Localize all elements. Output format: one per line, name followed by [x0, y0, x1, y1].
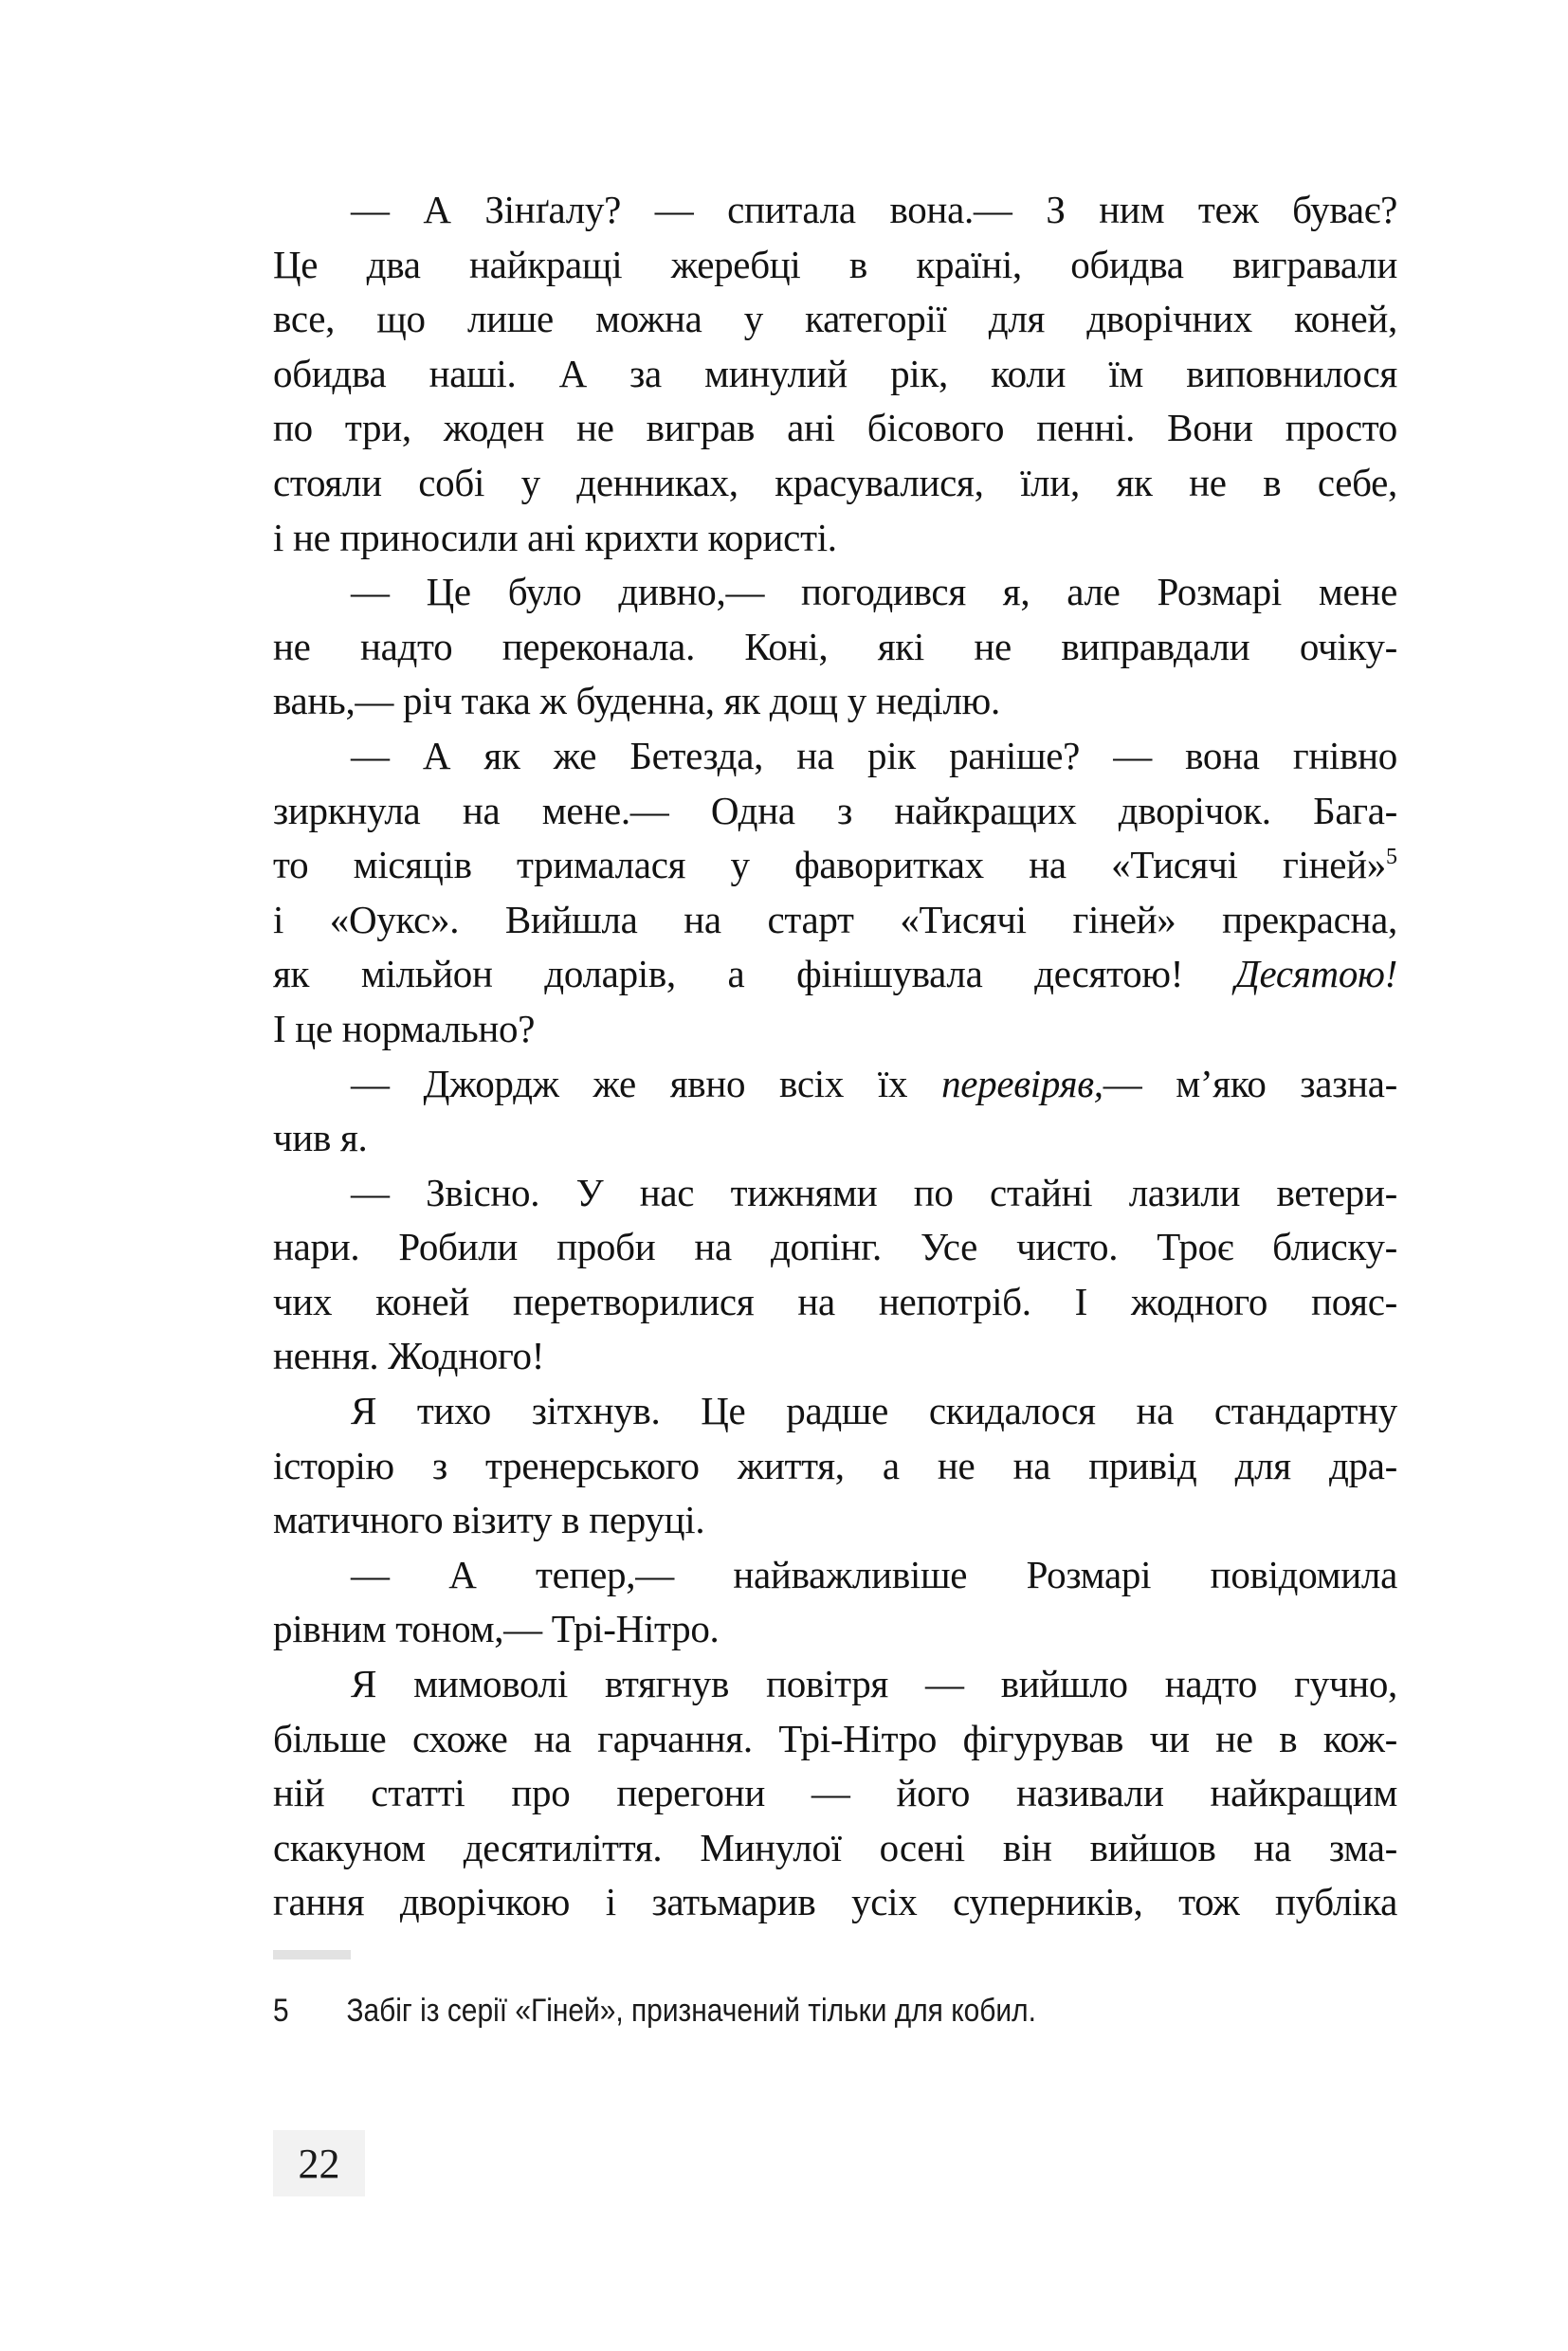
text-line: стояли собі у денниках, красувалися, їли, як не в себе,: [273, 460, 1397, 504]
text-line: Це два найкращі жеребці в країні, обидва вигравали: [273, 242, 1397, 286]
text-line: нари. Робили проби на допінг. Усе чисто. Троє блиску-: [273, 1225, 1397, 1269]
text-line: рівним тоном,— Трі-Нітро.: [273, 1607, 720, 1651]
text-line: чив я.: [273, 1116, 368, 1160]
footnote: [273, 1991, 1241, 2031]
text-line: — Звісно. У нас тижнями по стайні лазили ветери-: [351, 1170, 1397, 1214]
footnote-ref: 5: [1386, 845, 1397, 870]
page-number: 22: [298, 2140, 340, 2187]
text-line: матичного візиту в перуці.: [273, 1498, 705, 1542]
text-segment: — Джордж же явно всіх їх: [351, 1061, 942, 1105]
text-segment: — м’яко зазна-: [1103, 1061, 1397, 1105]
text-line: [273, 947, 1397, 1002]
text-line: — А Зінґалу? — спитала вона.— З ним теж буває?: [351, 188, 1397, 231]
footnote-marker: 5: [273, 1993, 289, 2029]
text-line: і не приносили ані крихти користі.: [273, 515, 837, 559]
page-text: [273, 183, 1397, 1930]
text-line: Я тихо зітхнув. Це радше скидалося на стандартну: [351, 1389, 1397, 1433]
text-line: вань,— річ така ж буденна, як дощ у неділю.: [273, 679, 1000, 723]
text-line: — А тепер,— найважливіше Розмарі повідомила: [351, 1552, 1397, 1596]
text-line: [273, 1057, 1397, 1112]
text-line: нення. Жодного!: [273, 1334, 545, 1378]
page-number-badge: [273, 2130, 365, 2196]
text-line: ній статті про перегони — його називали найкращим: [273, 1771, 1397, 1815]
text-line: І це нормально?: [273, 1006, 536, 1050]
text-line: чих коней перетворилися на непотріб. І жодного пояс-: [273, 1279, 1397, 1323]
text-line: Я мимоволі втягнув повітря — вийшло надто гучно,: [351, 1662, 1397, 1706]
footnote-text: Забіг із серії «Гіней», призначений тільки для кобил.: [346, 1993, 1036, 2029]
text-line: гання дворічкою і затьмарив усіх суперників, тож публіка: [273, 1880, 1397, 1924]
text-line: скакуном десятиліття. Минулої осені він вийшов на зма-: [273, 1825, 1397, 1869]
text-line: по три, жоден не виграв ані бісового пенні. Вони просто: [273, 406, 1397, 450]
text-line: — Це було дивно,— погодився я, але Розмарі мене: [351, 570, 1397, 614]
text-segment: то місяців трималася у фаворитках на «Тисячі гіней»: [273, 843, 1386, 887]
text-line: обидва наші. А за минулий рік, коли їм виповнилося: [273, 351, 1397, 395]
text-line: — А як же Бетезда, на рік раніше? — вона гнівно: [351, 733, 1397, 777]
text-line: історію з тренерського життя, а не на привід для дра-: [273, 1443, 1397, 1487]
footnote-divider: [273, 1950, 351, 1959]
italic-segment: перевіряв,: [941, 1061, 1103, 1105]
italic-segment: Десятою!: [1234, 952, 1397, 996]
text-line: не надто переконала. Коні, які не виправдали очіку-: [273, 624, 1397, 668]
text-line: [273, 838, 1397, 893]
text-line: більше схоже на гарчання. Трі-Нітро фігурував чи не в кож-: [273, 1716, 1397, 1760]
text-line: і «Оукс». Вийшла на старт «Тисячі гіней» прекрасна,: [273, 897, 1397, 941]
text-line: зиркнула на мене.— Одна з найкращих дворічок. Бага-: [273, 788, 1397, 832]
text-segment: як мільйон доларів, а фінішувала десятою!: [273, 952, 1235, 996]
text-line: все, що лише можна у категорії для дворічних коней,: [273, 297, 1397, 341]
